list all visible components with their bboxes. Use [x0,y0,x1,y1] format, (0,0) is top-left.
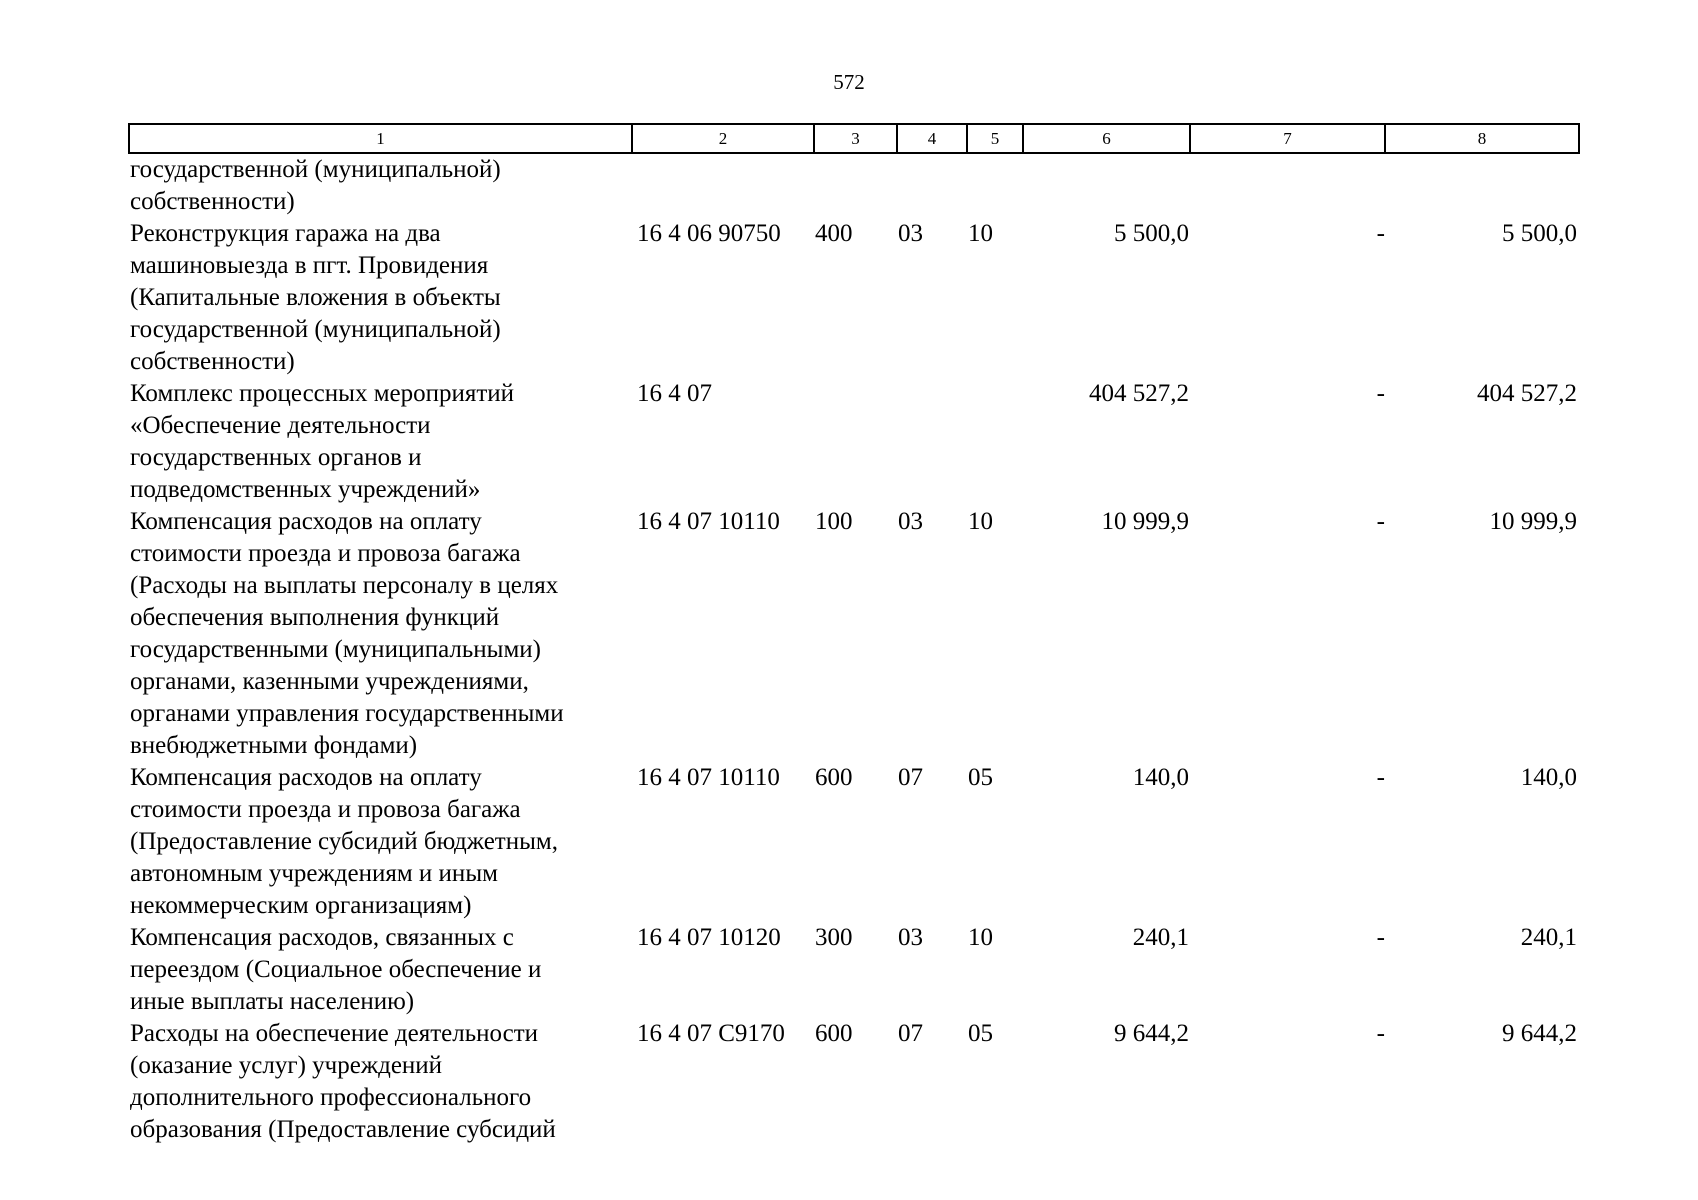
table-row [129,378,1579,506]
row-subsection [967,153,1023,218]
row-name: государственной (муниципальной) собственности) [130,156,501,215]
row-name: Комплекс процессных мероприятий «Обеспечение деятельности государственных органов и подведомственных учреждений» [130,380,515,503]
row-total: 9 644,2 [1502,1020,1577,1047]
row-section [897,153,967,218]
row-expense-type: 600 [815,1020,853,1047]
table-row [129,1018,1579,1146]
column-header-1: 1 [129,124,632,153]
row-section: 07 [898,1020,923,1047]
column-header-7: 7 [1190,124,1385,153]
row-change: - [1376,924,1385,951]
table-row [129,218,1579,378]
column-header-5: 5 [967,124,1023,153]
column-header-3: 3 [814,124,897,153]
row-expense-type: 400 [815,220,853,247]
row-code: 16 4 07 10110 [637,508,780,535]
row-sum: 5 500,0 [1114,220,1189,247]
row-name: Компенсация расходов на оплату стоимости проезда и провоза багажа (Предоставление субсидий бюджетным, автономным учреждениям и иным некоммерческим организациям) [130,764,558,919]
row-subsection: 10 [968,508,993,535]
row-section: 07 [898,764,923,791]
row-subsection: 10 [968,220,993,247]
column-header-4: 4 [897,124,967,153]
row-code: 16 4 07 [637,380,712,407]
row-change: - [1376,380,1385,407]
row-sum: 140,0 [1132,764,1189,791]
row-subsection: 05 [968,1020,993,1047]
column-header-8: 8 [1385,124,1579,153]
table-row [129,922,1579,1018]
row-expense-type: 600 [815,764,853,791]
row-name: Расходы на обеспечение деятельности (оказание услуг) учреждений дополнительного профессионального образования (Предоставление субсидий [130,1020,556,1143]
row-code [632,153,814,218]
page-number: 572 [833,70,865,94]
row-change: - [1376,1020,1385,1047]
row-section: 03 [898,508,923,535]
row-subsection: 10 [968,924,993,951]
table-row [129,153,1579,218]
row-code: 16 4 07 10110 [637,764,780,791]
row-sum: 240,1 [1132,924,1189,951]
row-code: 16 4 07 10120 [637,924,781,951]
row-name: Реконструкция гаража на два машиновыезда в пгт. Провидения (Капитальные вложения в объекты государственной (муниципальной) собственности) [130,220,501,375]
row-name: Компенсация расходов, связанных с переездом (Социальное обеспечение и иные выплаты населению) [130,924,542,1015]
row-subsection [967,378,1023,506]
row-sum: 404 527,2 [1089,380,1189,407]
row-change: - [1376,764,1385,791]
table-row [129,762,1579,922]
column-header-6: 6 [1023,124,1190,153]
row-total: 404 527,2 [1477,380,1577,407]
row-sum: 9 644,2 [1114,1020,1189,1047]
row-section: 03 [898,924,923,951]
table-row [129,506,1579,762]
row-section [897,378,967,506]
row-sum [1023,153,1190,218]
row-change [1190,153,1385,218]
column-number-header-row [129,124,1579,153]
row-expense-type [814,153,897,218]
row-total: 5 500,0 [1502,220,1577,247]
row-expense-type: 100 [815,508,853,535]
row-total: 240,1 [1520,924,1577,951]
row-expense-type [814,378,897,506]
row-code: 16 4 07 С9170 [637,1020,785,1047]
row-expense-type: 300 [815,924,853,951]
row-section: 03 [898,220,923,247]
row-subsection: 05 [968,764,993,791]
row-total [1385,153,1579,218]
row-total: 10 999,9 [1489,508,1577,535]
row-change: - [1376,508,1385,535]
row-name: Компенсация расходов на оплату стоимости проезда и провоза багажа (Расходы на выплаты персоналу в целях обеспечения выполнения функций государственными (муниципальными) органами, казенными учреждениями, органами управления государственными внебюджетными фондами) [130,508,564,759]
row-sum: 10 999,9 [1101,508,1189,535]
row-code: 16 4 06 90750 [637,220,781,247]
row-change: - [1376,220,1385,247]
column-header-2: 2 [632,124,814,153]
budget-table [128,123,1580,1146]
row-total: 140,0 [1520,764,1577,791]
